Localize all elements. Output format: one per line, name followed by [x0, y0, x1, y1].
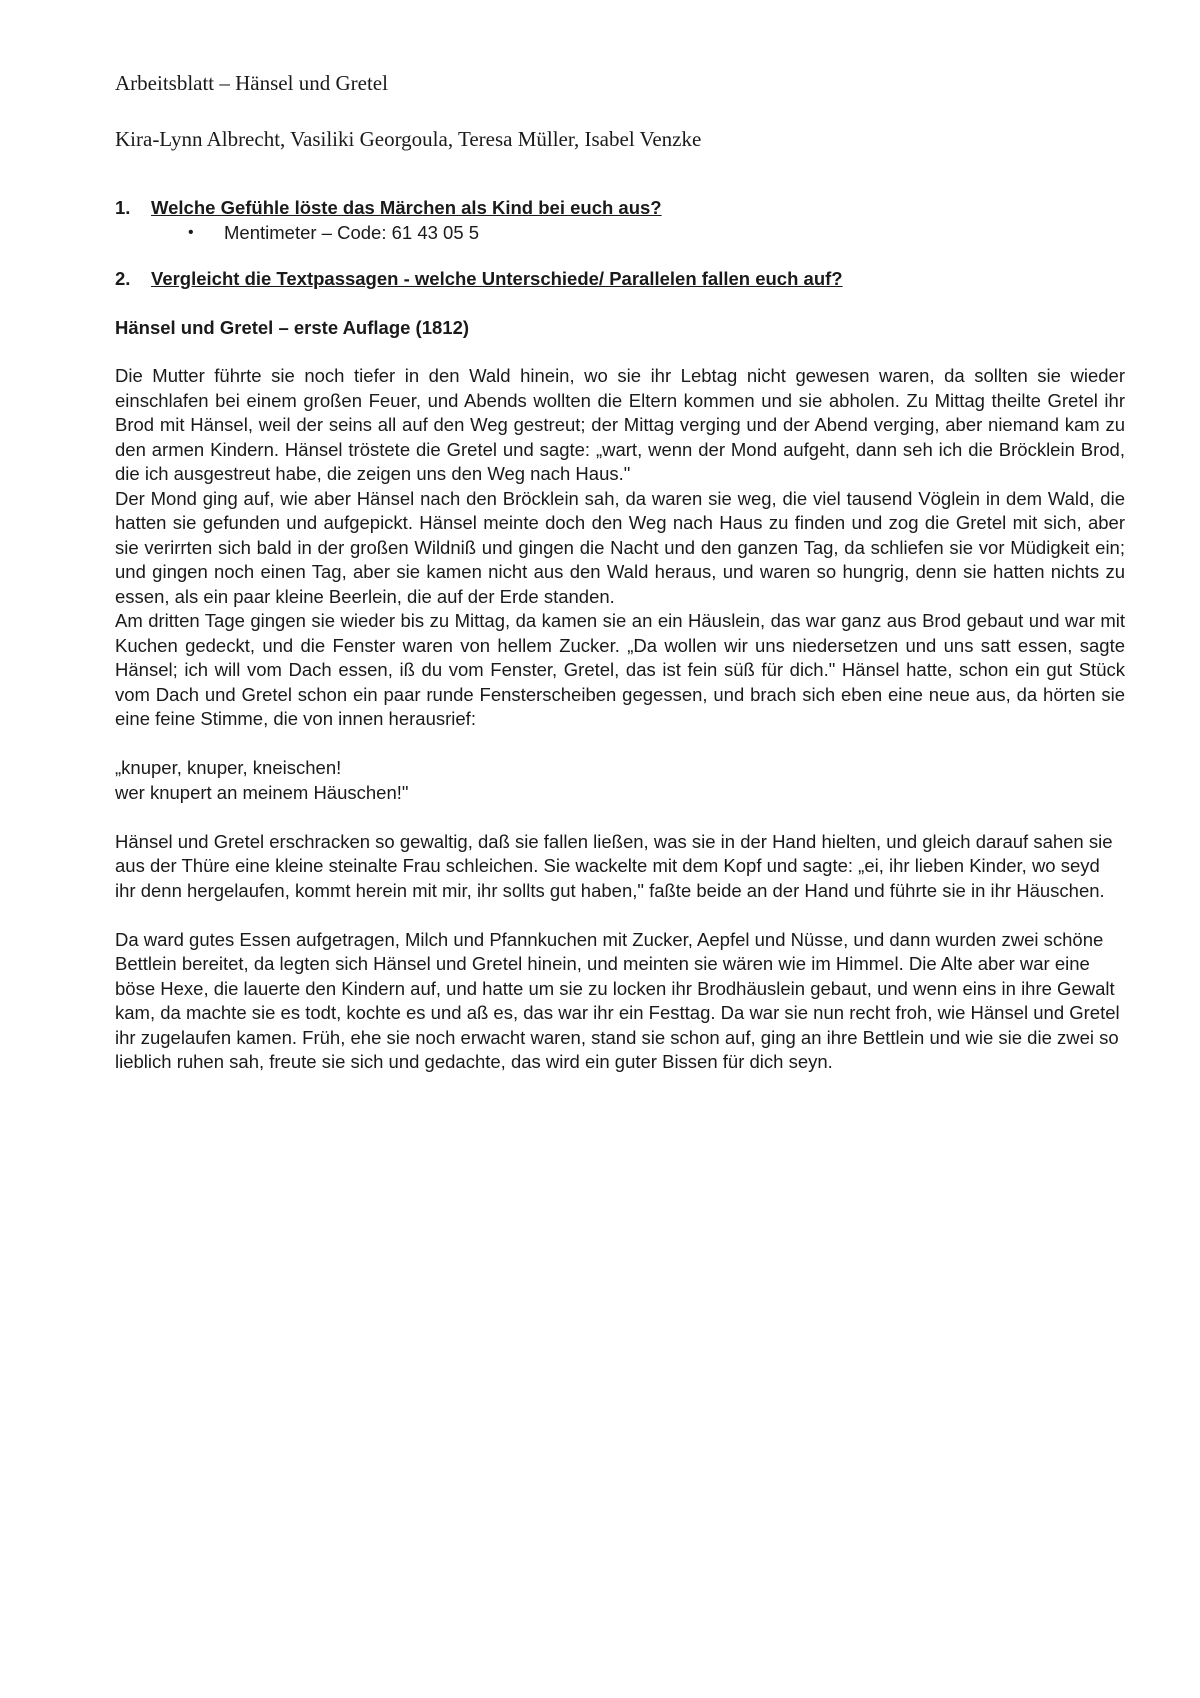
- document-title: Arbeitsblatt – Hänsel und Gretel: [115, 71, 388, 95]
- question-1: [115, 196, 1125, 221]
- question-1-text: Welche Gefühle löste das Märchen als Kind bei euch aus?: [151, 197, 662, 218]
- story-paragraph-1: Die Mutter führte sie noch tiefer in den Wald hinein, wo sie ihr Lebtag nicht gewesen waren, da sollten sie wieder einschlafen bei einem großen Feuer, und Abends wollten die Eltern kommen und sie abholen. Zu Mittag theilte Gretel ihr Brod mit Hänsel, weil der seins all auf den Weg gestreut; der Mittag verging und der Abend verging, aber niemand kam zu den armen Kindern. Hänsel tröstete die Gretel und sagte: „wart, wenn der Mond aufgeht, dann seh ich die Bröcklein Brod, die ich ausgestreut habe, die zeigen uns den Weg nach Haus.": [115, 365, 1125, 484]
- authors-line: Kira-Lynn Albrecht, Vasiliki Georgoula, Teresa Müller, Isabel Venzke: [115, 127, 702, 151]
- bullet-dot-icon: •: [188, 223, 194, 241]
- question-1-number: 1.: [115, 197, 131, 218]
- story-paragraph-5: Da ward gutes Essen aufgetragen, Milch und Pfannkuchen mit Zucker, Aepfel und Nüsse, und dann wurden zwei schöne Bettlein bereitet, da legten sich Hänsel und Gretel hinein, und meinten sie wären wie im Himmel. Die Alte aber war eine böse Hexe, die lauerte den Kindern auf, und hatte um sie zu locken ihr Brodhäuslein gebaut, und wenn eins in ihre Gewalt kam, da machte sie es todt, kochte es und aß es, das war ihr ein Festtag. Da war sie nun recht froh, wie Hänsel und Gretel ihr zugelaufen kamen. Früh, ehe sie noch erwacht waren, stand sie schon auf, ging an ihre Bettlein und wie sie die zwei so lieblich ruhen sah, freute sie sich und gedachte, das wird ein guter Bissen für dich seyn.: [115, 928, 1120, 1072]
- spacer: [115, 903, 1125, 928]
- document-page: [115, 70, 1125, 1075]
- question-2-text: Vergleicht die Textpassagen - welche Unterschiede/ Parallelen fallen euch auf?: [151, 268, 843, 289]
- mentimeter-code-text: Mentimeter – Code: 61 43 05 5: [224, 221, 480, 243]
- question-2: [115, 267, 1125, 292]
- question-2-number: 2.: [115, 268, 131, 289]
- spacer: [115, 732, 1125, 757]
- spacer: [115, 805, 1125, 830]
- verse-line-1: „knuper, knuper, kneischen!: [115, 757, 342, 778]
- story-paragraph-2: Der Mond ging auf, wie aber Hänsel nach den Bröcklein sah, da waren sie weg, die viel tausend Vöglein in dem Wald, die hatten sie gefunden und aufgepickt. Hänsel meinte doch den Weg nach Haus zu finden und zog die Gretel mit sich, aber sie verirrten sich bald in der großen Wildniß und gingen die Nacht und den ganzen Tag, da schliefen sie vor Müdigkeit ein; und gingen noch einen Tag, aber sie kamen nicht aus den Wald heraus, und waren so hungrig, denn sie hatten nichts zu essen, als ein paar kleine Beerlein, die auf der Erde standen.: [115, 487, 1125, 607]
- story-paragraph-4: Hänsel und Gretel erschracken so gewaltig, daß sie fallen ließen, was sie in der Hand hielten, und gleich darauf sahen sie aus der Thüre eine kleine steinalte Frau schleichen. Sie wackelte mit dem Kopf und sagte: „ei, ihr lieben Kinder, wo seyd ihr denn hergelaufen, kommt herein mit mir, ihr sollts gut haben," faßte beide an der Hand und führte sie in ihr Häuschen.: [115, 830, 1113, 901]
- question-1-bullet: [188, 221, 1125, 246]
- verse-line-2: wer knupert an meinem Häuschen!": [115, 781, 409, 803]
- section-heading: Hänsel und Gretel – erste Auflage (1812): [115, 316, 470, 338]
- story-paragraph-3: Am dritten Tage gingen sie wieder bis zu Mittag, da kamen sie an ein Häuslein, das war ganz aus Brod gebaut und war mit Kuchen gedeckt, und die Fenster waren von hellem Zucker. „Da wollen wir uns niedersetzen und uns satt essen, sagte Hänsel; ich will vom Dach essen, iß du vom Fenster, Gretel, das ist fein süß für dich." Hänsel hatte, schon ein gut Stück vom Dach und Gretel schon ein paar runde Fensterscheiben gegessen, und brach sich eben eine neue aus, da hörten sie eine feine Stimme, die von innen herausrief:: [115, 610, 1125, 729]
